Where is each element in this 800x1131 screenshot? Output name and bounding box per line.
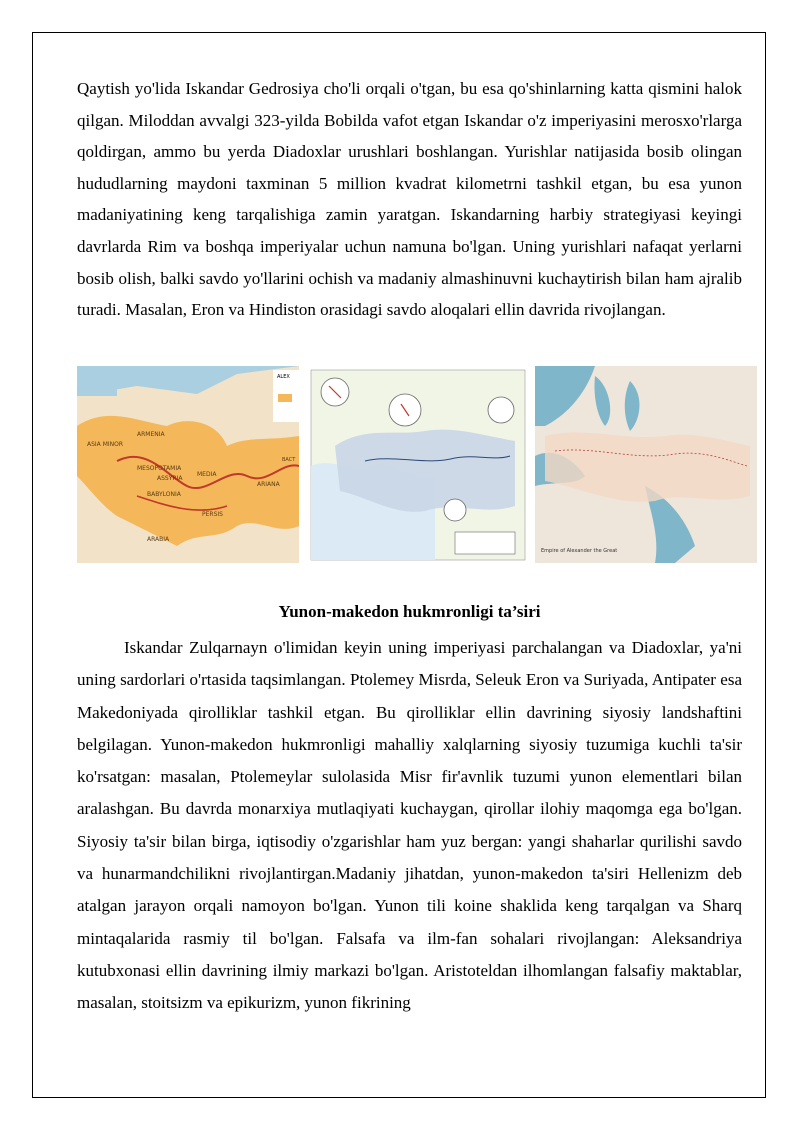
map-image-alexander-routes [77, 366, 299, 563]
map-label-mesopotamia: MESOPOTAMIA [137, 465, 182, 472]
map-label-assyria: ASSYRIA [157, 475, 183, 482]
map-label-asia-minor: ASIA MINOR [87, 441, 124, 448]
body-paragraph-2: Iskandar Zulqarnayn o'limidan keyin uning imperiyasi parchalangan va Diadoxlar, ya'ni uning sardorlari o'rtasida taqsimlangan. Ptolemey Misrda, Seleuk Eron va Suriyada, Antipater esa Makedoniyada qirolliklar tashkil etgan. Bu qirolliklar ellin davrining siyosiy landshaftini belgilagan. Yunon-makedon hukmronligi mahalliy xalqlarning siyosiy tuzumiga kuchli ta'sir ko'rsatgan: masalan, Ptolemeylar sulolasida Misr fir'avnlik tuzumi yunon elementlari bilan aralashgan. Bu davrda monarxiya mutlaqiyati kuchaygan, qirollar ilohiy maqomga ega bo'lgan. Siyosiy ta'sir bilan birga, iqtisodiy o'zgarishlar ham yuz bergan: yangi shaharlar qurilishi savdo va hunarmandchilikni rivojlantirgan.Madaniy jihatdan, yunon-makedon ta'siri Hellenizm deb atalgan jarayon orqali namoyon bo'lgan. Yunon tili koine shaklida keng tarqalgan va Sharq mintaqalarida rasmiy til bo'lgan. Falsafa va ilm-fan sohalari rivojlangan: Aleksandriya kutubxonasi ellin davrining ilmiy markazi bo'lgan. Aristoteldan ilhomlangan falsafiy maktablar, masalan, stoitsizm va epikurizm, yunon fikrining [77, 638, 742, 1013]
map-label-alex: ALEX [277, 374, 290, 380]
map-image-empire-of-alexander [535, 366, 757, 563]
map-label-bact: BACT [282, 457, 296, 463]
map-caption: Empire of Alexander the Great [541, 548, 618, 554]
map-label-persis: PERSIS [202, 511, 223, 518]
body-paragraph-1: Qaytish yo'lida Iskandar Gedrosiya cho'li orqali o'tgan, bu esa qo'shinlarning katta qismini halok qilgan. Miloddan avvalgi 323-yilda Bobilda vafot etgan Iskandar o'z imperiyasini merosxo'rlarga qoldirgan, ammo bu yerda Diadoxlar urushlari boshlangan. Yurishlar natijasida bosib olingan hududlarning maydoni taxminan 5 million kvadrat kilometrni tashkil etgan, bu esa yunon madaniyatining keng tarqalishiga zamin yaratgan. Iskandarning harbiy strategiyasi keyingi davrlarda Rim va boshqa imperiyalar uchun namuna bo'lgan. Uning yurishlari nafaqat yerlarni bosib olish, balki savdo yo'llarini ochish va madaniy almashinuvni kuchaytirish bilan ham ajralib turadi. Masalan, Eron va Hindiston orasidagi savdo aloqalari ellin davrida rivojlangan. [77, 79, 742, 320]
map-label-ariana: ARIANA [257, 481, 280, 488]
map-image-empire-extent [305, 366, 527, 563]
map-label-babylonia: BABYLONIA [147, 491, 181, 498]
map-label-arabia: ARABIA [147, 536, 170, 543]
map-label-media: MEDIA [197, 471, 217, 478]
section-heading: Yunon-makedon hukmronligi ta’siri [278, 602, 541, 621]
map-images-row [77, 366, 757, 563]
map-label-armenia: ARMENIA [137, 431, 165, 438]
